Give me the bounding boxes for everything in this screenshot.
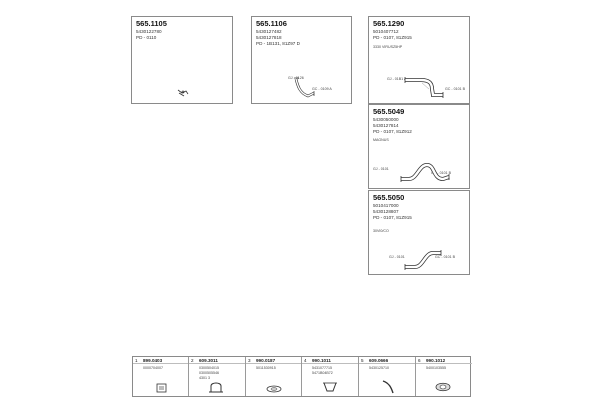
accessory-ref: 4301 3	[199, 376, 210, 380]
part-ref-line: 5430127482	[256, 29, 282, 34]
hanger-rod-icon	[359, 357, 416, 398]
accessory-code: 990.1012	[426, 357, 446, 363]
accessory-cell[interactable]	[302, 357, 359, 396]
part-ref-line: PD - 0107, 81Z915	[373, 35, 412, 40]
clamp-drawing	[132, 17, 234, 105]
part-ref-line: 5430128807	[373, 209, 399, 214]
engine-label: 30VI0/CO	[373, 229, 389, 233]
accessory-cell[interactable]	[416, 357, 472, 396]
part-ref-line: 5010417000	[373, 203, 399, 208]
panel-565-1106	[251, 16, 352, 104]
connector-label: GC - 0109 A	[312, 87, 332, 91]
accessory-cell[interactable]	[133, 357, 189, 396]
pipe-drawing	[252, 17, 353, 105]
connector-label: GC - 0101 B	[431, 171, 451, 175]
engine-label: 3330 VIRUSZ5HP	[373, 45, 403, 49]
accessory-code: 609.3011	[199, 357, 218, 363]
connector-label: GJ - 0101	[373, 167, 389, 171]
accessory-code: 609.0666	[369, 357, 389, 363]
accessory-ref: 0000704007	[143, 366, 163, 370]
accessory-number: 5	[361, 357, 364, 363]
accessory-code: 990.0187	[256, 357, 276, 363]
connector-label: GC - 0101 B	[435, 255, 455, 259]
accessory-number: 4	[304, 357, 307, 363]
gasket-icon	[133, 357, 189, 398]
part-ref-line: PD - 0110	[136, 35, 157, 40]
accessory-number: 6	[418, 357, 421, 363]
accessory-ref: 0300505546	[199, 371, 219, 375]
accessory-number: 1	[135, 357, 138, 363]
pipe-drawing	[369, 17, 471, 105]
accessory-number: 3	[248, 357, 251, 363]
connector-label: GC - 0101 B	[445, 87, 465, 91]
accessory-code: 990.1011	[312, 357, 331, 363]
part-ref-line: PD - 0107, 81Z912	[373, 129, 412, 134]
part-ref-line: 5430127814	[373, 123, 399, 128]
accessory-ref: 5430125710	[369, 366, 389, 370]
part-code: 565.5050	[373, 193, 405, 202]
accessory-ref: 5471B04B72	[312, 371, 333, 375]
part-code: 565.1290	[373, 19, 405, 28]
accessory-cell[interactable]	[359, 357, 416, 396]
pipe-drawing	[369, 105, 471, 190]
bracket-icon	[302, 357, 359, 398]
clamp-ring-icon	[416, 357, 472, 398]
connector-label: GJ - 0101	[389, 255, 405, 259]
accessory-ref: 5400103555	[426, 366, 446, 370]
part-code: 565.5049	[373, 107, 405, 116]
accessory-ref: 5011530915	[256, 366, 276, 370]
accessory-parts-strip	[132, 356, 471, 397]
accessory-code: 899.0403	[143, 357, 163, 363]
accessory-ref: 5431077715	[312, 366, 332, 370]
part-ref-line: PD - 1B131, 81Z97 D	[256, 41, 300, 46]
pipe-drawing	[369, 191, 471, 276]
part-ref-line: PD - 0107, 81Z915	[373, 215, 412, 220]
panel-565-5049	[368, 104, 470, 189]
flange-gasket-icon	[246, 357, 302, 398]
part-ref-line: 5010407712	[373, 29, 399, 34]
part-ref-line: 5430127818	[256, 35, 282, 40]
connector-label: GJ - 01B1 A	[387, 77, 407, 81]
part-ref-line: 5430050000	[373, 117, 399, 122]
part-ref-line: 5430122780	[136, 29, 162, 34]
part-code: 565.1106	[256, 19, 287, 28]
accessory-cell[interactable]	[189, 357, 246, 396]
part-code: 565.1105	[136, 19, 167, 28]
accessory-number: 2	[191, 357, 194, 363]
panel-565-1105	[131, 16, 233, 104]
accessory-ref: 0300504015	[199, 366, 219, 370]
vehicle-label: MAGNUS	[373, 138, 389, 142]
panel-565-1290	[368, 16, 470, 104]
accessory-cell[interactable]	[246, 357, 302, 396]
connector-label: GJ - 0126	[288, 76, 304, 80]
panel-565-5050	[368, 190, 470, 275]
u-bolt-clamp-icon	[189, 357, 246, 398]
